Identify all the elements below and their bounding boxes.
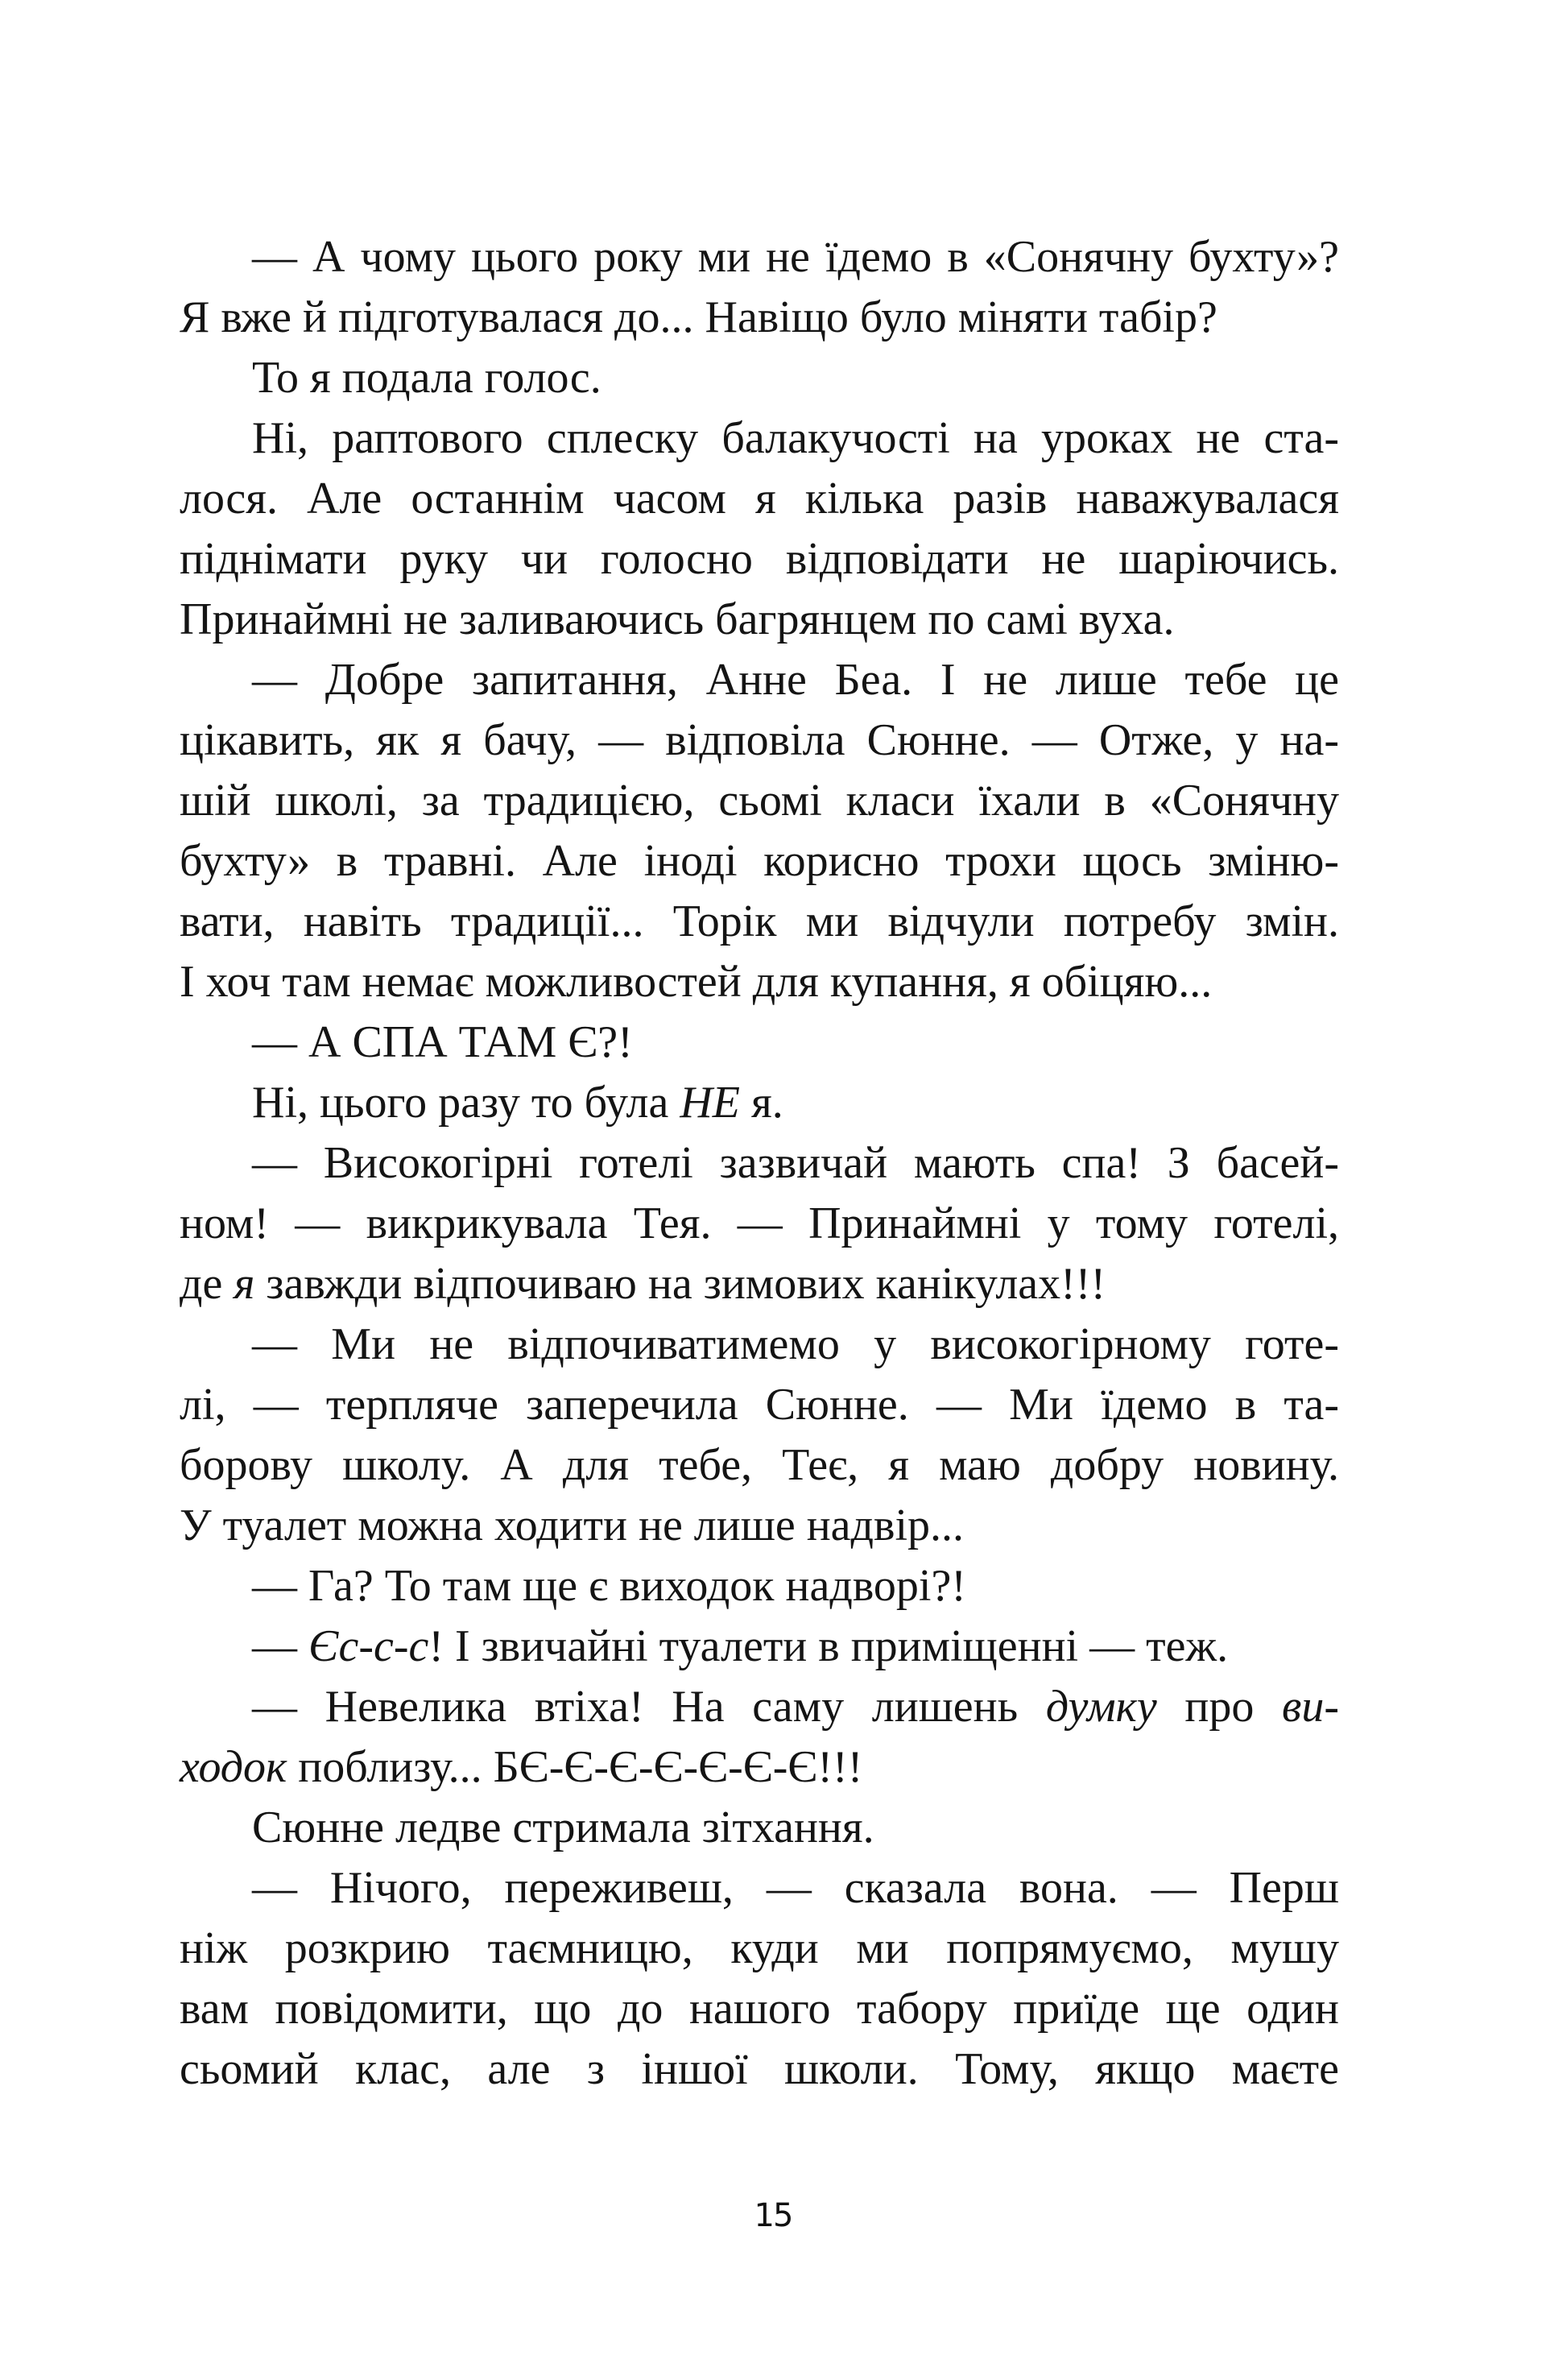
text-line [180, 1737, 1339, 1798]
text-segment: — Високогірні готелі зазвичай мають спа! З басей- [252, 1138, 1339, 1188]
text-line [180, 892, 1339, 952]
text-line [180, 348, 1339, 408]
text-segment: У туалет можна ходити не лише надвір... [180, 1500, 965, 1550]
italic-text: думку [1045, 1682, 1157, 1732]
text-segment: борову школу. А для тебе, Теє, я маю добру новину. [180, 1440, 1339, 1490]
text-segment: Ні, цього разу то була [252, 1078, 680, 1128]
text-segment: цікавить, як я бачу, — відповіла Сюнне. — Отже, у на- [180, 715, 1339, 765]
text-segment: — Ми не відпочиватимемо у високогірному готе- [252, 1319, 1339, 1369]
text-segment: лі, — терпляче заперечила Сюнне. — Ми їдемо в та- [180, 1380, 1339, 1430]
text-segment: лося. Але останнім часом я кілька разів наважувалася [180, 474, 1339, 524]
text-line [180, 2039, 1339, 2100]
italic-text: НЕ [680, 1078, 740, 1128]
text-segment: Принаймні не заливаючись багрянцем по самі вуха. [180, 594, 1175, 644]
text-segment: — Га? То там ще є виходок надворі?! [252, 1561, 966, 1611]
text-segment: Ні, раптового сплеску балакучості на уроках не ста- [252, 413, 1339, 463]
text-line [180, 288, 1339, 348]
text-line [180, 1254, 1339, 1314]
text-line [180, 1677, 1339, 1737]
text-segment: — Добре запитання, Анне Беа. І не лише тебе це [252, 655, 1339, 705]
text-segment: — Нічого, переживеш, — сказала вона. — Перш [252, 1863, 1339, 1913]
text-line [180, 952, 1339, 1012]
text-segment: — Невелика втіха! На саму лишень [252, 1682, 1046, 1732]
text-line [180, 227, 1339, 288]
italic-text: я [234, 1259, 255, 1309]
text-segment: І хоч там немає можливостей для купання, я обіцяю... [180, 957, 1213, 1007]
text-line [180, 408, 1339, 469]
page-number: 15 [754, 2197, 792, 2234]
text-line [180, 1133, 1339, 1194]
italic-text: ходок [180, 1742, 287, 1792]
italic-text: Єс-с-с [308, 1621, 429, 1671]
text-line [180, 1496, 1339, 1556]
text-line [180, 1979, 1339, 2039]
text-segment: То я подала голос. [252, 353, 601, 403]
text-segment: вам повідомити, що до нашого табору приїде ще один [180, 1984, 1339, 2034]
text-line [180, 590, 1339, 650]
text-segment: ніж розкрию таємницю, куди ми попрямуємо, мушу [180, 1923, 1339, 1973]
text-segment: — А СПА ТАМ Є?! [252, 1017, 633, 1067]
text-line [180, 710, 1339, 771]
text-line [180, 1616, 1339, 1677]
text-line [180, 469, 1339, 529]
text-segment: — А чому цього року ми не їдемо в «Сонячну бухту»? [252, 232, 1339, 282]
text-line [180, 831, 1339, 892]
text-line [180, 1012, 1339, 1073]
text-segment: я. [739, 1078, 783, 1128]
text-line [180, 1556, 1339, 1616]
text-line [180, 1073, 1339, 1133]
text-segment: піднімати руку чи голосно відповідати не шаріючись. [180, 534, 1339, 584]
text-segment: вати, навіть традиції... Торік ми відчули потребу змін. [180, 896, 1339, 946]
text-segment: Я вже й підготувалася до... Навіщо було міняти табір? [180, 292, 1217, 342]
text-segment: шій школі, за традицією, сьомі класи їхали в «Сонячну [180, 776, 1339, 826]
text-line [180, 650, 1339, 710]
text-segment: сьомий клас, але з іншої школи. Тому, якщо маєте [180, 2044, 1339, 2094]
text-segment: ном! — викрикувала Тея. — Принаймні у тому готелі, [180, 1198, 1339, 1248]
text-line [180, 1435, 1339, 1496]
page-body-text [180, 227, 1339, 2100]
text-line [180, 529, 1339, 590]
text-line [180, 771, 1339, 831]
text-line [180, 1918, 1339, 1979]
text-line [180, 1194, 1339, 1254]
text-segment: бухту» в травні. Але іноді корисно трохи щось зміню- [180, 836, 1339, 886]
text-segment: ! І звичайні туалети в приміщенні — теж. [428, 1621, 1229, 1671]
text-line [180, 1375, 1339, 1435]
text-line [180, 1314, 1339, 1375]
text-segment: завжди відпочиваю на зимових канікулах!!! [254, 1259, 1106, 1309]
text-line [180, 1798, 1339, 1858]
text-segment: поблизу... БЄ-Є-Є-Є-Є-Є-Є!!! [287, 1742, 863, 1792]
text-segment: де [180, 1259, 234, 1309]
text-line [180, 1858, 1339, 1918]
text-segment: Сюнне ледве стримала зітхання. [252, 1803, 874, 1852]
text-segment: — [252, 1621, 308, 1671]
italic-text: ви- [1282, 1682, 1340, 1732]
text-segment: про [1156, 1682, 1283, 1732]
